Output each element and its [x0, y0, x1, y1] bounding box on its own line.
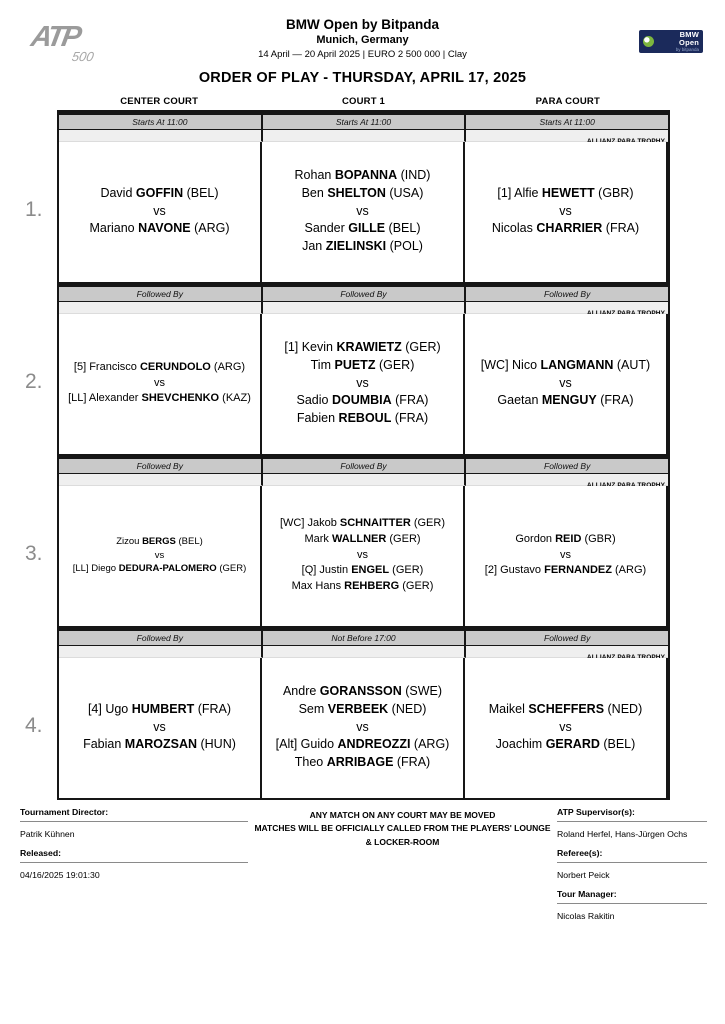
tour-manager-value: Nicolas Rakitin: [557, 910, 615, 921]
row-number: 1.: [25, 197, 43, 221]
match-section: [25, 626, 668, 798]
match-row: [25, 142, 668, 282]
row-number: 2.: [25, 369, 43, 393]
divider: [557, 821, 707, 822]
notice-line-1: ANY MATCH ON ANY COURT MAY BE MOVED: [309, 809, 496, 820]
time-band: Starts At 11:00: [59, 115, 263, 130]
court-header-court-1: COURT 1: [341, 95, 386, 107]
match-row: [25, 658, 668, 798]
row-number: 4.: [25, 713, 43, 737]
vs-label: vs: [357, 548, 368, 561]
bmw-open-logo: [639, 30, 703, 53]
time-band: Followed By: [263, 459, 467, 474]
bmw-logo-title: BMW Open: [679, 30, 699, 47]
event-band-row: [59, 302, 668, 314]
tournament-director-value: Patrik Kühnen: [20, 828, 75, 839]
player-line: Gaetan MENGUY (FRA): [497, 393, 634, 408]
time-band: Followed By: [466, 287, 668, 302]
match-cell: [59, 142, 262, 282]
court-header-center-court: CENTER COURT: [120, 95, 199, 107]
match-section: [25, 110, 668, 282]
event-band: [59, 646, 263, 658]
match-cell: [465, 142, 668, 282]
atp-500-logo: [27, 21, 99, 65]
released-label: Released:: [20, 847, 62, 858]
match-row: [25, 314, 668, 454]
player-line: Sander GILLE (BEL): [304, 221, 421, 236]
tournament-title: BMW Open by Bitpanda: [286, 17, 439, 32]
player-line: [4] Ugo HUMBERT (FRA): [87, 701, 232, 716]
player-line: [Alt] Guido ANDREOZZI (ARG): [275, 737, 450, 752]
divider: [20, 862, 248, 863]
player-line: Sadio DOUMBIA (FRA): [296, 393, 429, 408]
match-cell: [465, 314, 668, 454]
event-band: [466, 474, 668, 486]
footer: [20, 807, 707, 930]
player-line: [WC] Nico LANGMANN (AUT): [480, 357, 651, 372]
vs-label: vs: [153, 203, 166, 218]
tournament-details: 14 April — 20 April 2025 | EURO 2 500 000 | Clay: [258, 48, 467, 60]
event-band-row: [59, 474, 668, 486]
atp-logo-word: ATP: [28, 21, 82, 53]
event-band: [59, 130, 263, 142]
tour-manager-group: [557, 889, 707, 921]
event-band: [466, 646, 668, 658]
released-group: [20, 848, 248, 880]
time-band: Not Before 17:00: [263, 631, 467, 646]
match-cell: [262, 142, 465, 282]
match-cell: [465, 658, 668, 798]
referee-label: Referee(s):: [557, 847, 603, 858]
vs-label: vs: [560, 548, 571, 561]
referee-value: Norbert Peick: [557, 869, 610, 880]
order-of-play-table: [25, 110, 670, 800]
footer-right-column: [557, 807, 707, 930]
match-cell: [59, 486, 262, 626]
event-band: [59, 474, 263, 486]
atp-supervisor-label: ATP Supervisor(s):: [557, 806, 635, 817]
divider: [557, 903, 707, 904]
event-band: [263, 474, 467, 486]
event-band: [263, 302, 467, 314]
player-line: Sem VERBEEK (NED): [298, 701, 427, 716]
time-band-row: [59, 287, 668, 302]
player-line: Andre GORANSSON (SWE): [282, 684, 443, 699]
bmw-logo-byline: by bitpanda: [675, 46, 699, 52]
vs-label: vs: [356, 719, 369, 734]
atp-logo-tier: 500: [70, 49, 95, 65]
player-line: Gordon REID (GBR): [515, 533, 616, 546]
time-band-row: [59, 115, 668, 130]
vs-label: vs: [153, 719, 166, 734]
time-band: Followed By: [59, 459, 263, 474]
time-band: Followed By: [59, 287, 263, 302]
time-band: Followed By: [59, 631, 263, 646]
footer-notice: [248, 807, 557, 930]
court-headers: [57, 96, 670, 107]
player-line: Mark WALLNER (GER): [304, 533, 421, 546]
player-line: [1] Alfie HEWETT (GBR): [497, 185, 634, 200]
match-cell: [59, 658, 262, 798]
player-line: [WC] Jakob SCHNAITTER (GER): [279, 517, 446, 530]
match-row: [25, 486, 668, 626]
tournament-location: Munich, Germany: [316, 33, 409, 46]
player-line: Mariano NAVONE (ARG): [89, 221, 230, 236]
match-section: [25, 454, 668, 626]
atp-supervisor-group: [557, 807, 707, 839]
footer-left-column: [20, 807, 248, 930]
player-line: [5] Francisco CERUNDOLO (ARG): [73, 361, 246, 374]
player-line: [LL] Alexander SHEVCHENKO (KAZ): [68, 392, 251, 405]
player-line: Joachim GERARD (BEL): [495, 737, 636, 752]
match-cell: [262, 658, 465, 798]
event-band: [59, 302, 263, 314]
player-line: Theo ARRIBAGE (FRA): [294, 755, 431, 770]
order-of-play-title: ORDER OF PLAY - THURSDAY, APRIL 17, 2025: [198, 69, 527, 86]
match-cell: [465, 486, 668, 626]
player-line: Nicolas CHARRIER (FRA): [491, 221, 640, 236]
time-band: Starts At 11:00: [466, 115, 668, 130]
player-line: Zizou BERGS (BEL): [116, 536, 203, 548]
tournament-director-label: Tournament Director:: [20, 806, 109, 817]
vs-label: vs: [356, 375, 369, 390]
atp-supervisor-value: Roland Herfel, Hans-Jürgen Ochs: [557, 828, 688, 839]
vs-label: vs: [356, 203, 369, 218]
player-line: [LL] Diego DEDURA-PALOMERO (GER): [72, 563, 247, 575]
event-band: [263, 130, 467, 142]
event-band: [466, 302, 668, 314]
event-band: [466, 130, 668, 142]
time-band-row: [59, 631, 668, 646]
divider: [20, 821, 248, 822]
vs-label: vs: [559, 719, 572, 734]
player-line: Jan ZIELINSKI (POL): [302, 239, 423, 254]
row-number: 3.: [25, 541, 43, 565]
match-cell: [262, 486, 465, 626]
tournament-header: [0, 0, 725, 61]
vs-label: vs: [154, 376, 165, 389]
tour-manager-label: Tour Manager:: [557, 888, 617, 899]
divider: [557, 862, 707, 863]
event-band-row: [59, 646, 668, 658]
event-band-row: [59, 130, 668, 142]
court-header-para-court: PARA COURT: [535, 95, 600, 107]
player-line: David GOFFIN (BEL): [100, 185, 219, 200]
vs-label: vs: [559, 203, 572, 218]
player-line: [2] Gustavo FERNANDEZ (ARG): [484, 564, 647, 577]
match-section: [25, 282, 668, 454]
time-band: Followed By: [466, 459, 668, 474]
match-cell: [59, 314, 262, 454]
player-line: Fabien REBOUL (FRA): [296, 411, 429, 426]
vs-label: vs: [559, 375, 572, 390]
player-line: [1] Kevin KRAWIETZ (GER): [284, 340, 441, 355]
player-line: Rohan BOPANNA (IND): [294, 168, 431, 183]
referee-group: [557, 848, 707, 880]
event-band: [263, 646, 467, 658]
player-line: Tim PUETZ (GER): [310, 357, 415, 372]
time-band-row: [59, 459, 668, 474]
match-cell: [262, 314, 465, 454]
notice-line-2: MATCHES WILL BE OFFICIALLY CALLED FROM THE PLAYERS' LOUNGE & LOCKER-ROOM: [254, 823, 551, 847]
vs-label: vs: [154, 549, 165, 561]
player-line: [Q] Justin ENGEL (GER): [301, 564, 424, 577]
time-band: Followed By: [263, 287, 467, 302]
player-line: Max Hans REHBERG (GER): [291, 579, 434, 592]
player-line: Fabian MAROZSAN (HUN): [83, 737, 236, 752]
tournament-director-group: [20, 807, 248, 839]
released-value: 04/16/2025 19:01:30: [20, 869, 100, 880]
player-line: Ben SHELTON (USA): [301, 185, 424, 200]
time-band: Followed By: [466, 631, 668, 646]
player-line: Maikel SCHEFFERS (NED): [488, 701, 643, 716]
time-band: Starts At 11:00: [263, 115, 467, 130]
tennis-ball-icon: [643, 36, 654, 47]
